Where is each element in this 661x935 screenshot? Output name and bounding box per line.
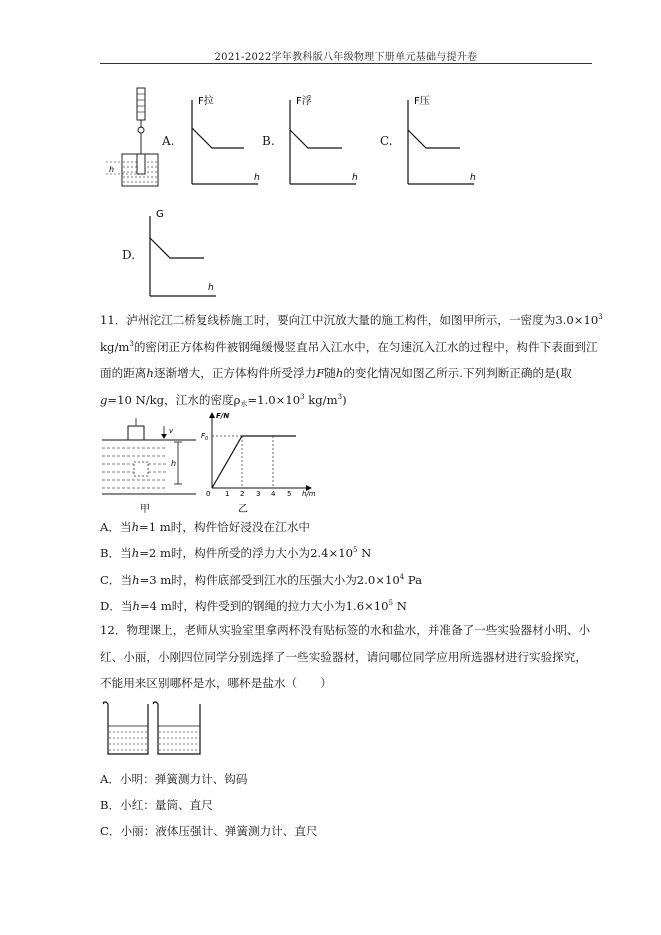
q11-option-c: C．当h=3 m时，构件底部受到江水的压强大小为$2.0\times 10^4$ Pa (100, 573, 423, 587)
q11-option-b: B．当h=2 m时，构件所受的浮力大小为$2.4\times 10^5$ N (100, 546, 372, 560)
q10-setup-figure (100, 86, 170, 196)
fig-yi-caption: 乙 (238, 504, 248, 515)
q11-stem (100, 307, 603, 413)
fig-jia-v-label: v (169, 427, 174, 435)
fig-jia-caption: 甲 (140, 504, 150, 515)
q10-option-c-letter: C. (380, 134, 393, 148)
beaker-right (153, 702, 200, 754)
q12-option-c: C．小丽：液体压强计、弹簧测力计、直尺 (100, 824, 318, 838)
q12-line-3: 不能用来区别哪杯是水，哪杯是盐水（ ） (100, 676, 332, 690)
q12-line-2: 红、小丽，小刚四位同学分别选择了一些实验器材，请问哪位同学应用所选器材进行实验探究， (100, 649, 587, 664)
header-divider (100, 63, 592, 64)
q11-line-4: g=10 N/kg，江水的密度$\rho_水=1.0\times 10^3$ $kg/m^3$) (100, 392, 347, 408)
graph-c-ylabel: F压 (414, 96, 430, 107)
q11-line-2: $kg/m^3$的密闭正方体构件被钢绳缓慢竖直吊入江水中，在匀速沉入江水的过程中，构件下表面到江 (100, 339, 598, 354)
graph-a-xlabel: h (254, 173, 260, 183)
fig-yi-xtick-5: 5 (287, 490, 292, 498)
q11-line-3: 面的距离h逐渐增大，正方体构件所受浮力F随h的变化情况如图乙所示.下列判断正确的是(取 (100, 366, 572, 380)
graph-c-xlabel: h (470, 173, 476, 183)
q10-graph-a (188, 92, 268, 188)
fig-yi-xtick-1: 1 (225, 490, 230, 498)
fig-yi-xtick-2: 2 (240, 490, 245, 498)
q10-option-d-letter: D. (122, 248, 136, 262)
fig-yi-ylabel: F/N (216, 412, 230, 420)
q11-option-a: A．当h=1 m时，构件恰好浸没在江水中 (100, 520, 310, 534)
graph-a-ylabel: F拉 (198, 96, 214, 107)
q11-figure-jia (100, 418, 200, 518)
q10-graph-b (286, 92, 366, 188)
setup-h-label: h (109, 165, 115, 174)
q12-option-a: A．小明：弹簧测力计、钩码 (100, 772, 248, 786)
graph-b-ylabel: F浮 (296, 96, 312, 107)
q10-option-a-letter: A. (162, 134, 175, 148)
page-header: 2021-2022学年教科版八年级物理下册单元基础与提升卷 (214, 52, 478, 63)
fig-yi-xtick-3: 3 (256, 490, 261, 498)
q10-option-b-letter: B. (262, 134, 275, 148)
fig-yi-xtick-4: 4 (271, 490, 276, 498)
q11-line-1: 11．泸州沱江二桥复线桥施工时，要向江中沉放大量的施工构件，如图甲所示，一密度为$3.0\times 10^3$ (100, 313, 603, 327)
q12-option-b: B．小红：量筒、直尺 (100, 798, 213, 812)
q12-beakers-figure (100, 700, 210, 760)
fig-yi-ytick: $F_0$ (201, 432, 209, 442)
q11-figure-yi (198, 410, 328, 516)
q10-graph-d (146, 208, 226, 302)
fig-yi-xlabel: h/m (302, 490, 316, 498)
q10-graph-c (404, 92, 484, 188)
q12-line-1: 12．物理课上，老师从实验室里拿两杯没有贴标签的水和盐水，并准备了一些实验器材小明、小 (100, 623, 591, 637)
fig-yi-xtick-0: 0 (206, 490, 211, 498)
q12-stem (100, 617, 590, 697)
graph-d-xlabel: h (208, 283, 214, 293)
fig-jia-h-label: h (171, 459, 177, 468)
graph-d-ylabel: G (156, 209, 164, 220)
q11-option-d: D．当h=4 m时，构件受到的钢绳的拉力大小为$1.6\times 10^5$ N (100, 599, 407, 613)
beaker-left (103, 702, 148, 754)
graph-b-xlabel: h (352, 173, 358, 183)
